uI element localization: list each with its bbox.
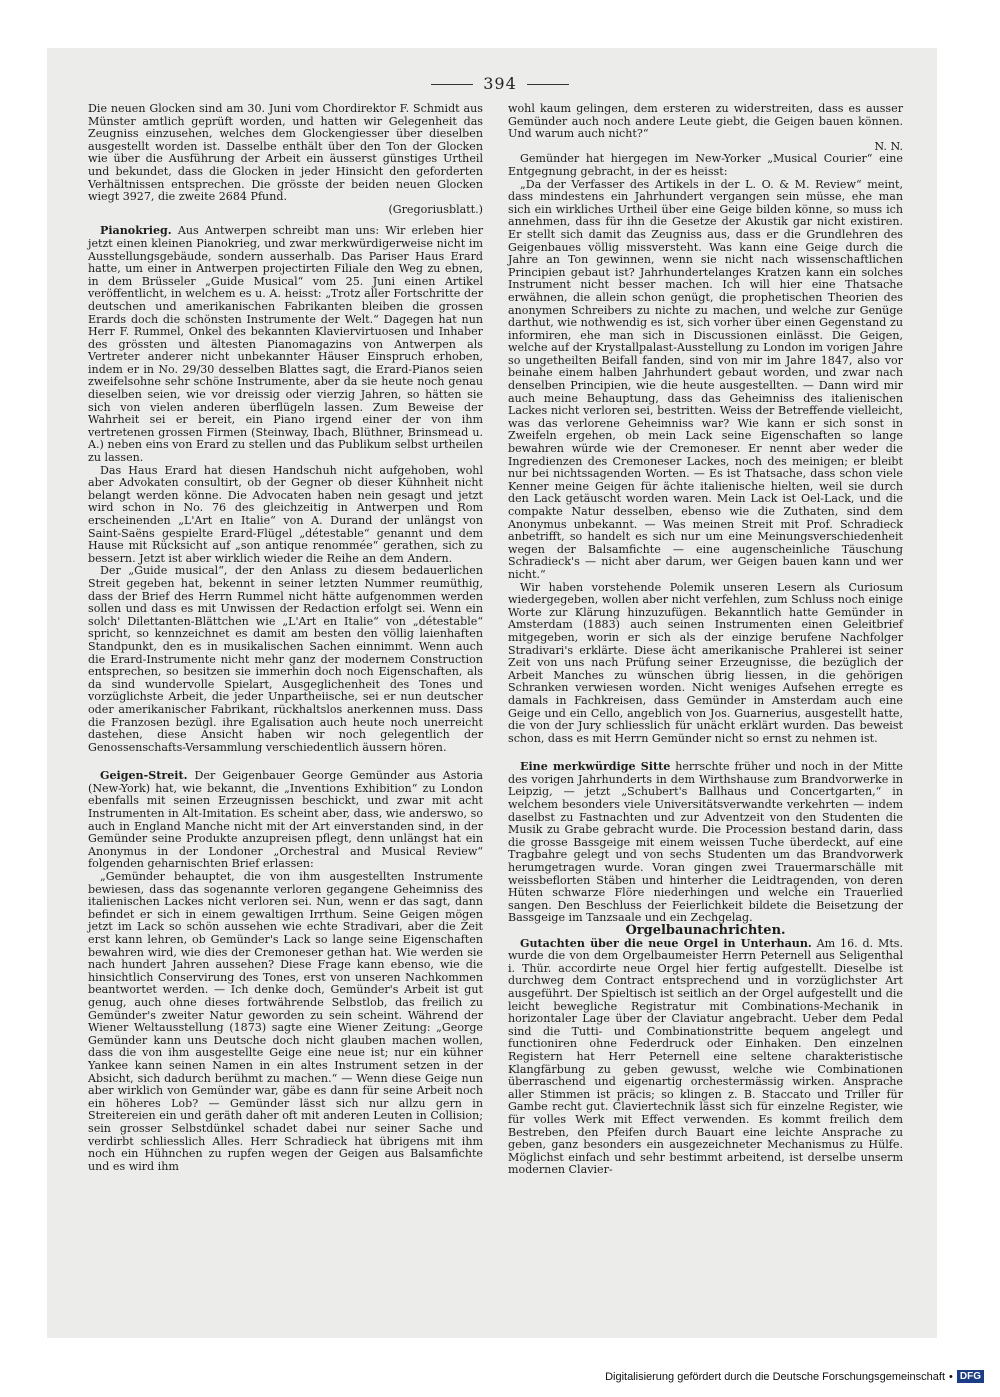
left-column — [88, 103, 483, 1173]
page-number-rule-right — [527, 84, 569, 85]
erard-paragraph: Das Haus Erard hat diesen Handschuh nicht aufgehoben, wohl aber Advokaten consultirt, ob der Gegner ob dieser Kühnheit nicht belangt werden könne. Die Advocaten haben nein gesagt und jetzt wird schon in No. 76 des gleichzeitig in Antwerpen und Rom erscheinenden „L'Art en Italie“ von A. Durand der unlängst von Saint-Saëns gespielte Erard-Flügel „détestable“ genannt und dem Hause mit Rücksicht auf „son antique renommée“ gerathen, sich zu bessern. Jetzt ist aber wirklich wieder die Reihe an dem Andern. — [88, 463, 483, 565]
right-column — [508, 103, 903, 1177]
entgegnung-intro: Gemünder hat hiergegen im New-Yorker „Musical Courier“ eine Entgegnung gebracht, in der es heisst: — [508, 152, 903, 178]
sitte-paragraph: Eine merkwürdige Sitte herrschte früher und noch in der Mitte des vorigen Jahrhunderts in dem Wirthshause zum Brandvorwerke in Leipzig, — jetzt „Schubert's Ballhaus und Concertgarten,“ in welchem besonders viele Universitätsverwandte verkehrten — indem daselbst zu Fastnachten und zur Adventzeit von den Studenten die Musik zu Grabe gebracht wurde. Die Procession bestand darin, dass die grosse Bassgeige mit einem weissen Tuche überdeckt, auf eine Tragbahre gelegt und von sechs Studenten um das Brandvorwerk herumgetragen wurde. Voran gingen zwei Trauermarschälle mit weissbeflorten Stäben und hinterher die Leidtragenden, von deren Hüten schwarze Flöre niederhingen und welche ein Trauerlied sangen. Den Beschluss der Feierlichkeit bildete die Beisetzung der Bassgeige im Tanzsaale und ein Zechgelag. — [508, 760, 903, 925]
guide-musical-paragraph: Der „Guide musical“, der den Anlass zu diesem bedauerlichen Streit gegeben hat, bekennt in seiner letzten Nummer reumüthig, dass der Brief des Herrn Rummel nicht hätte aufgenommen werden sollen und dass es mit Unwissen der Redaction erfolgt sei. Wenn ein solch' Dilettanten-Blättchen wie „L'Art en Italie“ von „détestable“ spricht, so kennzeichnet es damit am besten den völlig laienhaften Standpunkt, den es in musikalischen Sachen einnimmt. Wenn auch die Erard-Instrumente nicht mehr ganz der modernem Construction entsprechen, so besitzen sie immerhin doch noch Eigenschaften, als da sind wundervolle Spielart, Ausgeglichenheit des Tones und vorzüglichste Arbeit, die jeder Unpartheiische, sei er nun deutscher oder amerikanischer Fabrikant, rückhaltslos anerkennen muss. Dass die Franzosen bezügl. ihre Egalisation auch heute noch unerreicht dastehen, diese Ansicht haben wir noch gelegentlich der Genossenschafts-Versammlung verschiedentlich äussern hören. — [88, 564, 483, 754]
geigen-streit-paragraph: Geigen-Streit. Der Geigenbauer George Gemünder aus Astoria (New-York) hat, wie bekannt, die „Inventions Exhibition“ zu London ebenfalls mit seinen Erzeugnissen beschickt, und zwar mit acht Instrumenten in Alt-Imitation. Es scheint aber, dass, wie anderswo, so auch in England Manche nicht mit der Art einverstanden sind, in der Gemünder seine Produkte anzupreisen pflegt, denn unlängst hat ein Anonymus in der Londoner „Orchestral and Musical Review“ folgenden geharnischten Brief erlassen: — [88, 769, 484, 871]
footer-separator: • — [949, 1370, 953, 1383]
page-number — [0, 74, 1000, 93]
section-title-orgelbau: Orgelbaunachrichten. — [625, 923, 786, 938]
glocken-paragraph: Die neuen Glocken sind am 30. Juni vom Chordirektor F. Schmidt aus Münster amtlich geprüft worden, und hatten wir Gelegenheit das Zeugniss einzusehen, welches dem Glockengiesser über dieselben ausgestellt worden ist. Dasselbe enthält über den Ton der Glocken wie über die Ausführung der Arbeit ein äusserst günstiges Urtheil und bekundet, dass die Glocken in jeder Hinsicht den geforderten Verhältnissen entsprechen. Die grösste der beiden neuen Glocken wiegt 3927, die zweite 2684 Pfund. (Gregoriusblatt.) — [88, 102, 483, 216]
pianokrieg-paragraph: Pianokrieg. Aus Antwerpen schreibt man uns: Wir erleben hier jetzt einen kleinen Pianokrieg, und zwar merkwürdigerweise nicht im Ausstellungsgebäude, sondern ausserhalb. Das Pariser Haus Erard hatte, um einer in Antwerpen projectirten Filiale den Weg zu ebnen, in dem Brüsseler „Guide Musical“ vom 25. Juni einen Artikel veröffentlicht, in welchem es u. A. heisst: „Trotz aller Fortschritte der deutschen und amerikanischen Fabrikanten bleiben die grossen Erards doch die schönsten Instrumente der Welt.“ Dagegen hat nun Herr F. Rummel, Onkel des bekannten Klaviervirtuosen und Inhaber des grössten und ältesten Pianomagazins von Antwerpen als Vertreter anderer nicht unbekannter Häuser Einspruch erhoben, indem er in No. 29/30 desselben Blattes sagt, die Erard-Pianos seien zweifelsohne sehr schöne Instrumente, aber da sie heute noch genau dieselben seien, wie vor dreissig oder vierzig Jahren, so hätten sie sich von vielen anderen überflügeln lassen. Zum Beweise der Wahrheit sei er bereit, ein Piano irgend einer der von ihm vertretenen grossen Firmen (Steinway, Ibach, Blüthner, Brinsmead u. A.) neben eins von Erard zu stellen und das Publikum selbst urtheilen zu lassen. — [88, 224, 484, 465]
digitization-footer — [605, 1370, 984, 1383]
page-number-rule-left — [431, 84, 473, 85]
entgegnung-quote: „Da der Verfasser des Artikels in der L. O. & M. Review“ meint, dass mindestens ein Jahrhundert vergangen sein müsse, ehe man sich ein wirkliches Urtheil über eine Geige bilden könne, so muss ich annehmen, dass für ihn die Gesetze der Akustik gar nicht existiren. Er stellt sich damit das Zeugniss aus, dass er die Grundlehren des Geigenbaues völlig missversteht. Was kann eine Geige durch die Jahre an Ton gewinnen, wenn sie nicht nach wissenschaftlichen Principien gebaut ist? Jahrhundertelanges Kratzen kann ein solches Instrument nicht besser machen. Ich will hier eine Thatsache erwähnen, die allein schon genügt, die prophetischen Theorien des anonymen Schreibers zu nichte zu machen, und welche zur Genüge darthut, wie nothwendig es ist, sich vorher über einen Gegenstand zu informiren, ehe man sich in Discussionen einlässt. Die Geigen, welche auf der Krystallpalast-Ausstellung zu London im vorigen Jahre so ungetheilten Beifall fanden, sind von mir im Jahre 1847, also vor beinahe einem halben Jahrhundert gebaut worden, und zwar nach denselben Principien, wie die heute ausgestellten. — Dann wird mir auch meine Behauptung, dass das Geheimniss des italienischen Lackes nicht verloren sei, bestritten. Weiss der Betreffende vielleicht, was das verlorene Geheimniss war? Wie kann er sich sonst in Zweifeln ergehen, ob mein Lack seine Eigenschaften so lange bewahren würde wie der Cremoneser. Er nennt aber weder die Ingredienzen des Cremoneser Lackes, noch des meinigen; er bleibt nur bei nichtssagenden Worten. — Es ist Thatsache, dass schon viele Kenner meine Geigen für ächte italienische hielten, weil sie durch den Lack getäuscht worden waren. Mein Lack ist Oel-Lack, und die compakte Natur desselben, ebenso wie die Zuthaten, sind dem Anonymus unbekannt. — Was meinen Streit mit Prof. Schradieck anbetrifft, so handelt es sich nur um eine Meinungsverschiedenheit wegen der Balsamfichte — eine augenscheinliche Täuschung Schradieck's — nicht aber darum, wer Geigen bauen kann und wer nicht.“ — [508, 177, 903, 581]
page-number-text: 394 — [483, 74, 517, 93]
continuation-paragraph: wohl kaum gelingen, dem ersteren zu widerstreiten, dass es ausser Gemünder auch noch andere Leute giebt, die Geigen bauen können. Und warum auch nicht?“ N. N. — [508, 102, 903, 153]
source-attribution: (Gregoriusblatt.) — [388, 202, 483, 216]
pianokrieg-heading: Pianokrieg. — [100, 224, 172, 238]
editorial-remark: Wir haben vorstehende Polemik unseren Lesern als Curiosum wiedergegeben, wollen aber nicht verfehlen, zum Schluss noch einige Worte zur Klärung hinzuzufügen. Bekanntlich hatte Gemünder in Amsterdam (1883) auch seinen Instrumenten einen Geleitbrief mitgegeben, worin er sich als der einzige berufene Nachfolger Stradivari's erklärte. Diese ächt amerikanische Prahlerei ist seiner Zeit von uns nach Prüfung seiner Erzeugnisse, die bezüglich der Arbeit Manches zu wünschen übrig liessen, in die gehörigen Schranken verwiesen worden. Nicht weniges Aufsehen erregte es damals in Fachkreisen, dass Gemünder in Amsterdam auch eine Geige und ein Cello, angeblich von Jos. Guarnerius, ausgestellt hatte, die von der Jury schliesslich für unächt erklärt wurden. Das beweist schon, dass es mit Herrn Gemünder nicht so ernst zu nehmen ist. — [508, 580, 903, 745]
geigen-streit-heading: Geigen-Streit. — [100, 769, 188, 783]
dfg-logo-icon[interactable]: DFG — [957, 1370, 984, 1383]
signature: N. N. — [874, 139, 903, 153]
gutachten-paragraph: Gutachten über die neue Orgel in Unterhaun. Am 16. d. Mts. wurde die von dem Orgelbaumeister Herrn Peternell aus Seligenthal i. Thür. accordirte neue Orgel hier fertig aufgestellt. Dieselbe ist durchweg dem Contract entsprechend und in vorzüglichster Art ausgeführt. Der Spieltisch ist seitlich an der Orgel aufgestellt und die leicht bewegliche Registratur mit Combinations-Mechanik in horizontaler Lage über der Claviatur angebracht. Ueber dem Pedal sind die Tutti- und Combinationstritte bequem angelegt und functioniren ohne Federdruck oder Einhaken. Den einzelnen Registern hat Herr Peternell eine seltene charakteristische Klangfärbung zu geben gewusst, welche wie Combinationen überraschend und eigenartig orchestermässig wirken. Ansprache aller Stimmen ist präcis; so klingen z. B. Staccato und Triller für Gambe recht gut. Claviertechnik lässt sich für einzelne Register, wie für volles Werk mit Effect verwenden. Es kommt freilich dem Bestreben, den Pfeifen durch Bauart eine leichte Ansprache zu geben, ganz besonders ein ausgezeichneter Mechanismus zu Hülfe. Möglichst einfach und sehr bestimmt arbeitend, ist derselbe unserm modernen Clavier- — [508, 936, 903, 1177]
gutachten-heading: Gutachten über die neue Orgel in Unterhaun. — [520, 936, 812, 950]
gemuender-quote-paragraph: „Gemünder behauptet, die von ihm ausgestellten Instrumente bewiesen, dass das sogenannte verloren gegangene Geheimniss des italienischen Lackes nicht verloren sei. Nun, wenn er das sagt, dann befindet er sich in einem gewaltigen Irrthum. Seine Geigen mögen jetzt im Lack so schön aussehen wie echte Stradivari, aber die Zeit erst kann lehren, ob Gemünder's Lack so lange seine Eigenschaften bewahren wird, wie dies der Cremoneser gethan hat. Wie werden sie nach hundert Jahren aussehen? Diese Frage kann ebenso, wie die hinsichtlich Conservirung des Tones, erst von unseren Nachkommen beantwortet werden. — Ich denke doch, Gemünder's Arbeit ist gut genug, auch ohne dieses fortwährende Selbstlob, das freilich zu Gemünder's zweiter Natur geworden zu sein scheint. Während der Wiener Weltausstellung (1873) sagte eine Wiener Zeitung: „George Gemünder kann uns Deutsche doch nicht glauben machen wollen, dass die von ihm ausgestellte Geige eine neue ist; nur ein kühner Yankee kann seinen Namen in ein altes Instrument setzen in der Absicht, sich dadurch berühmt zu machen.“ — Wenn diese Geige nun aber wirklich von Gemünder war, gäbe es dann für seine Arbeit noch ein höheres Lob? — Gemünder lässt sich nur allzu gern in Streitereien ein und geräth daher oft mit anderen Leuten in Collision; sein grosser Selbstdünkel schadet dabei nur seiner Sache und verdirbt schliesslich Alles. Herr Schradieck hat übrigens mit ihm noch ein Hühnchen zu rupfen wegen der Geigen aus Balsamfichte und es wird ihm — [88, 870, 483, 1173]
footer-text: Digitalisierung gefördert durch die Deutsche Forschungsgemeinschaft — [605, 1370, 946, 1383]
sitte-heading: Eine merkwürdige Sitte — [520, 760, 671, 774]
